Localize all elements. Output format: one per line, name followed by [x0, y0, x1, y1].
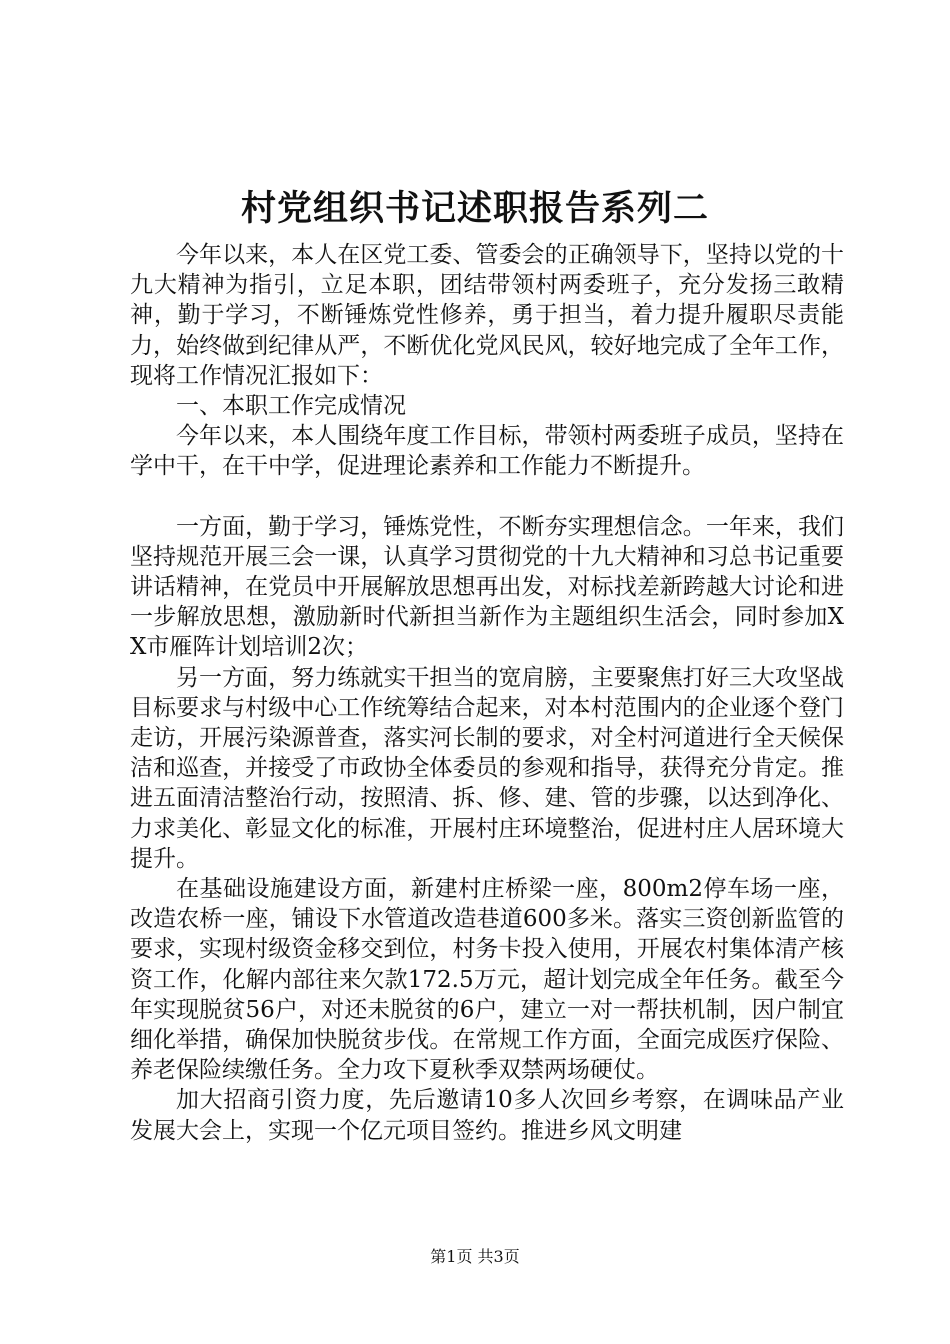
- paragraph-infrastructure: 在基础设施建设方面，新建村庄桥梁一座，800m2停车场一座，改造农桥一座，铺设下水管道改造巷道600多米。落实三资创新监管的要求，实现村级资金移交到位，村务卡投入使用，开展农村集体清产核资工作，化解内部往来欠款172.5万元，超计划完成全年任务。截至今年实现脱贫56户，对还未脱贫的6户，建立一对一帮扶机制，因户制宜细化举措，确保加快脱贫步伐。在常规工作方面，全面完成医疗保险、养老保险续缴任务。全力攻下夏秋季双禁两场硬仗。: [130, 876, 844, 1084]
- paragraph-overview: 今年以来，本人围绕年度工作目标，带领村两委班子成员，坚持在学中干，在干中学，促进理论素养和工作能力不断提升。: [130, 423, 844, 480]
- paragraph-study: 一方面，勤于学习，锤炼党性，不断夯实理想信念。一年来，我们坚持规范开展三会一课，认真学习贯彻党的十九大精神和习总书记重要讲话精神，在党员中开展解放思想再出发，对标找差新跨越大讨论和进一步解放思想，激励新时代新担当新作为主题组织生活会，同时参加XX市雁阵计划培训2次；: [130, 513, 844, 661]
- paragraph-intro: 今年以来，本人在区党工委、管委会的正确领导下，坚持以党的十九大精神为指引，立足本职，团结带领村两委班子，充分发扬三敢精神，勤于学习，不断锤炼党性修养，勇于担当，着力提升履职尽责能力，始终做到纪律从严，不断优化党风民风，较好地完成了全年工作，现将工作情况汇报如下：: [130, 242, 844, 389]
- document-body: [130, 240, 844, 1146]
- page-number: 第1页 共3页: [430, 1247, 520, 1266]
- section-heading: 一、本职工作完成情况: [176, 393, 406, 420]
- paragraph-investment: 加大招商引资力度，先后邀请10多人次回乡考察，在调味品产业发展大会上，实现一个亿元项目签约。推进乡风文明建: [130, 1087, 844, 1144]
- document-title: 村党组织书记述职报告系列二: [240, 188, 709, 229]
- paragraph-responsibility: 另一方面，努力练就实干担当的宽肩膀，主要聚焦打好三大攻坚战目标要求与村级中心工作统筹结合起来，对本村范围内的企业逐个登门走访，开展污染源普查，落实河长制的要求，对全村河道进行全天候保洁和巡查，并接受了市政协全体委员的参观和指导，获得充分肯定。推进五面清洁整治行动，按照清、拆、修、建、管的步骤，以达到净化、力求美化、彰显文化的标准，开展村庄环境整治，促进村庄人居环境大提升。: [130, 664, 844, 872]
